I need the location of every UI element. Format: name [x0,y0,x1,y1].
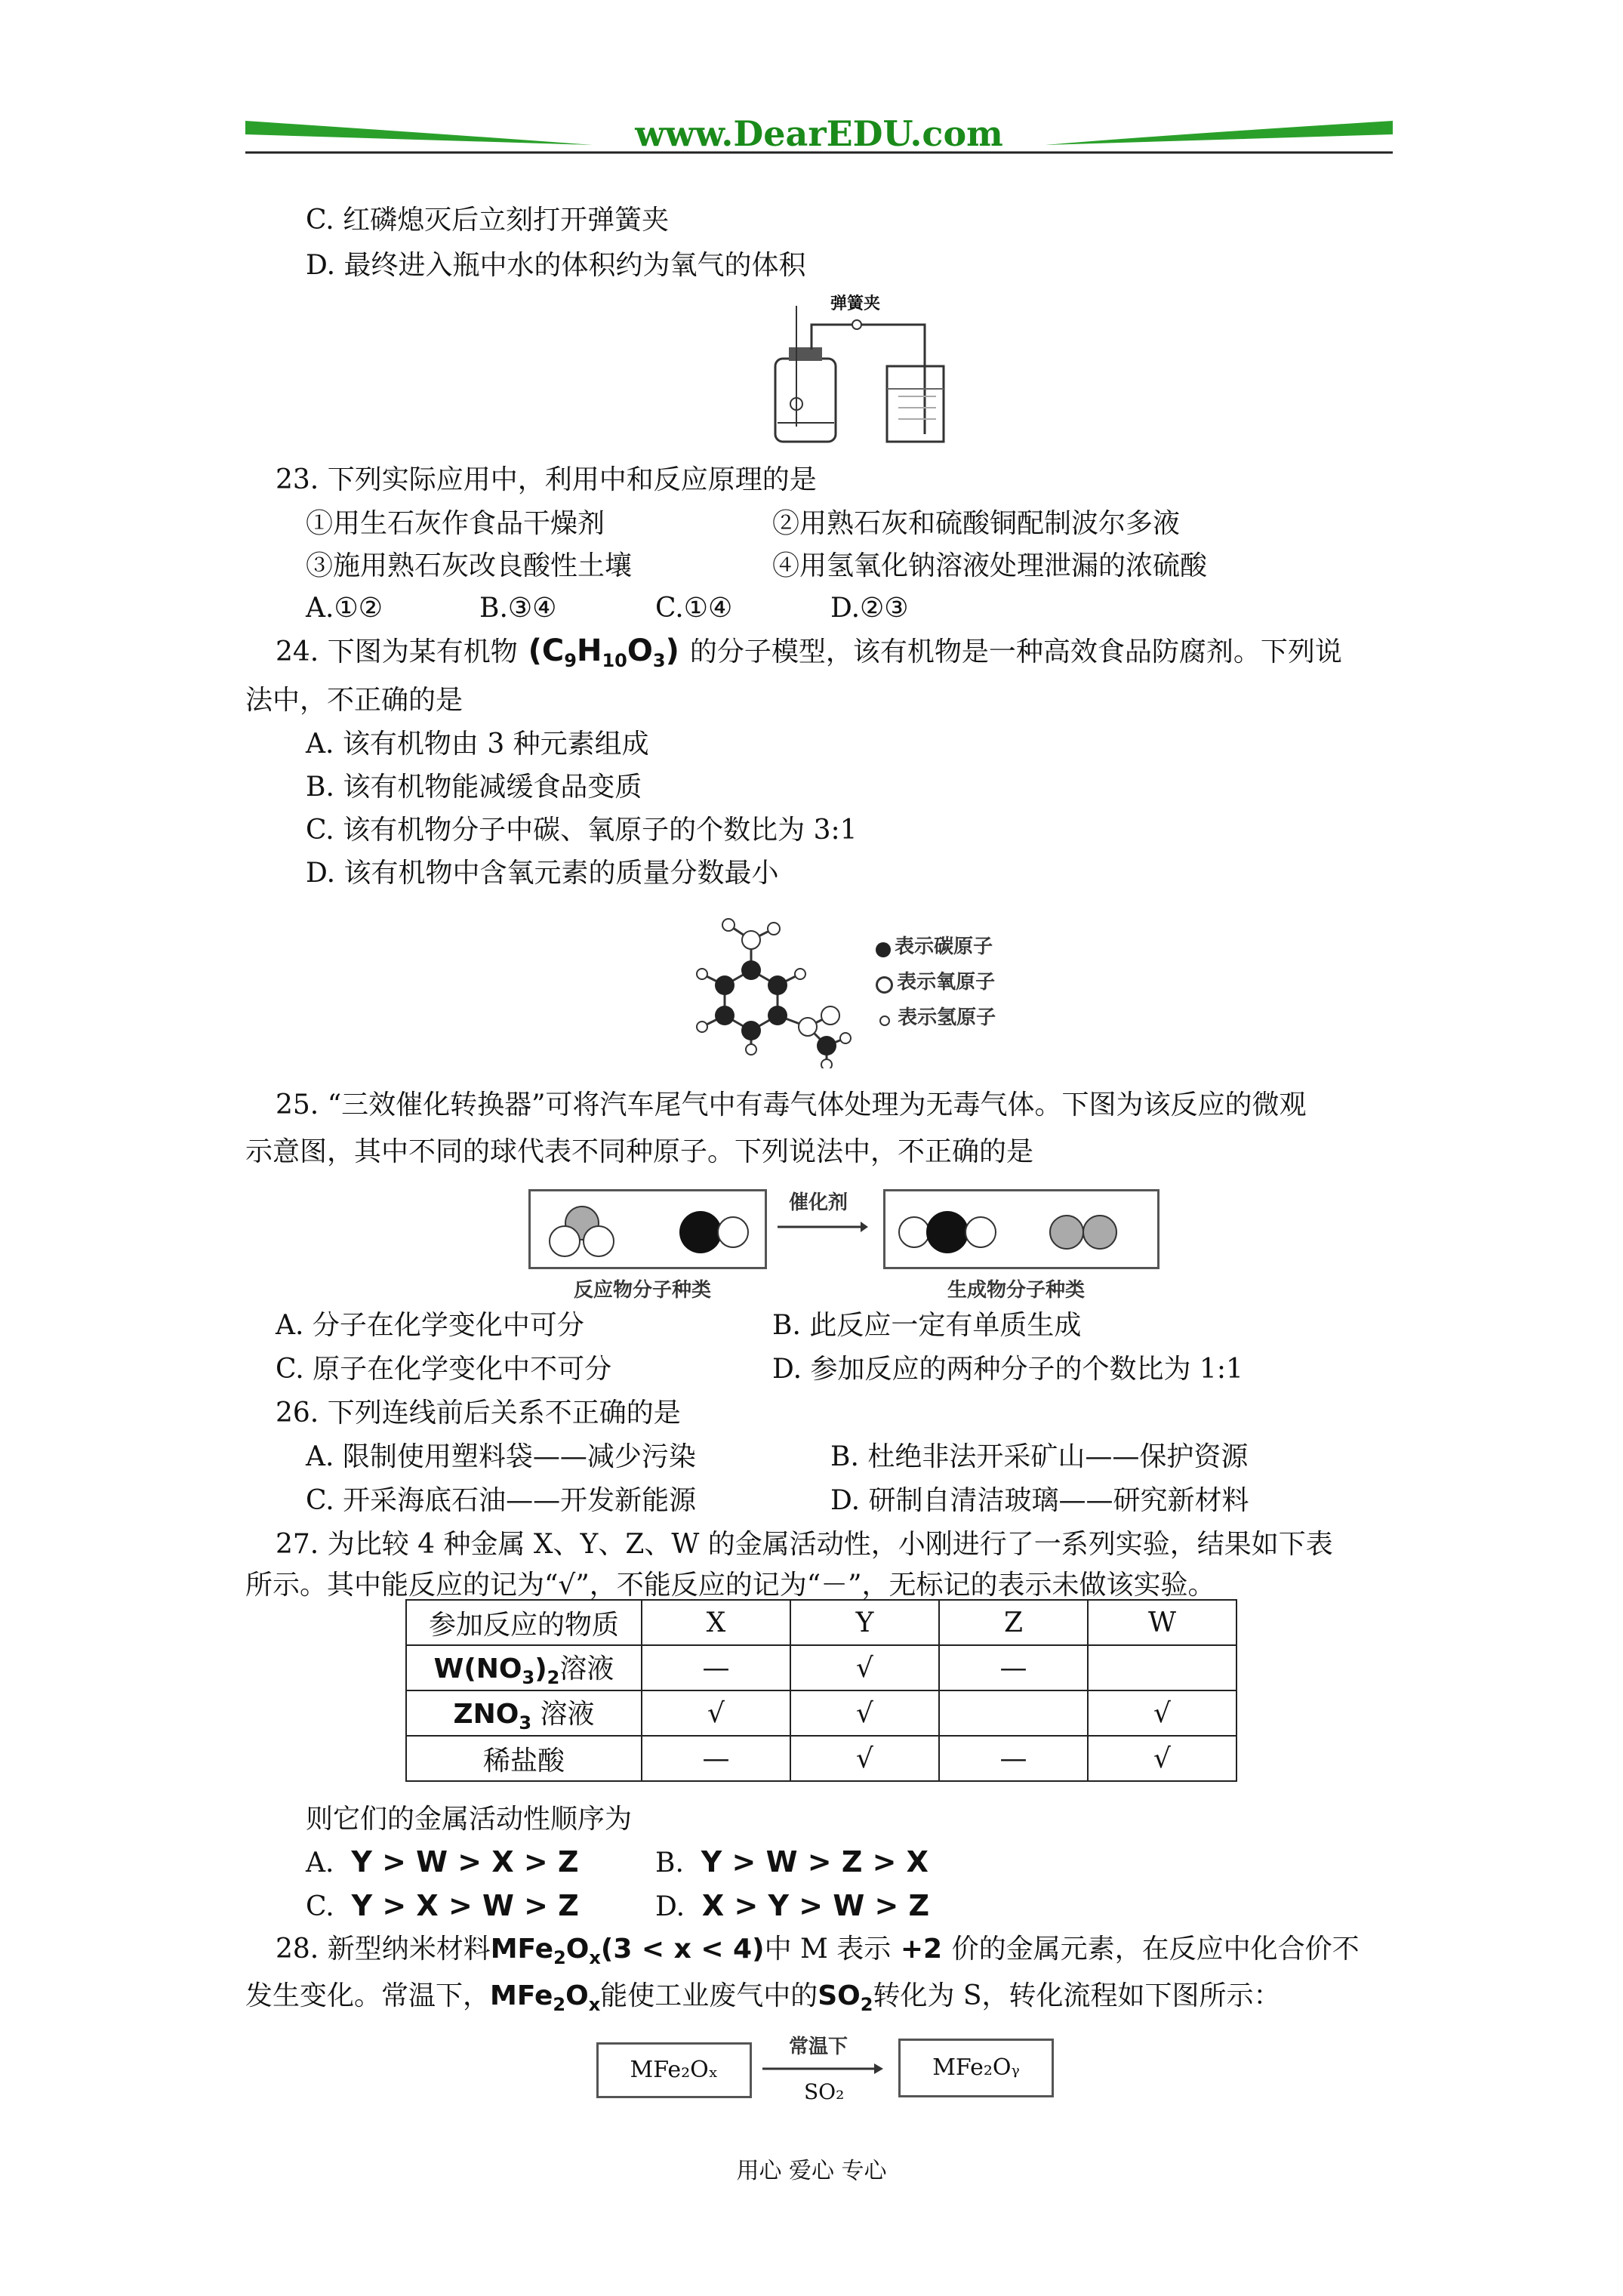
q28-plus-two: +2 [891,1934,952,1965]
q24-stem-part-a: 24. 下图为某有机物 [276,636,518,667]
q24-option-a: A. 该有机物由 3 种元素组成 [306,729,649,760]
q25-option-b: B. 此反应一定有单质生成 [772,1310,1082,1341]
flow-box-right: MFe₂Oᵧ [898,2039,1054,2097]
q26-option-a: A. 限制使用塑料袋——减少污染 [306,1441,696,1472]
q28-flow-diagram [596,2031,1064,2114]
q28-stem-line1: 28. 新型纳米材料$MFe_2O_x(3 < x < 4)$中 M 表示 +2 价的金属元素，在反应中化合价不 [276,1934,1360,1968]
q22-option-c: C. 红磷熄灭后立刻打开弹簧夹 [306,205,670,236]
legend-hydrogen: 表示氢原子 [876,1002,996,1030]
q27-option-d: D. X > Y > W > Z [655,1889,930,1922]
table-cell: √ [1088,1690,1236,1736]
q27-stem-line2: 所示。其中能反应的记为“√”，不能反应的记为“－”，无标记的表示未做该实验。 [245,1570,1215,1601]
table-header-cell: Z [939,1600,1088,1645]
q26-stem: 26. 下列连线前后关系不正确的是 [276,1398,681,1428]
table-cell: √ [1088,1736,1236,1781]
table-header-cell: 参加反应的物质 [406,1600,642,1645]
q23-option-d: D.②③ [830,593,909,624]
q26-option-d: D. 研制自清洁玻璃——研究新材料 [830,1485,1249,1516]
table-header-cell: W [1088,1600,1236,1645]
q23-stem: 23. 下列实际应用中，利用中和反应原理的是 [276,464,817,495]
flow-condition-top: 常温下 [789,2036,848,2058]
q28-formula-so2: $SO_2$ [818,1980,873,2015]
flow-condition-bottom: SO₂ [804,2079,845,2104]
q27-option-b: B. Y > W > Z > X [655,1845,929,1878]
q24-option-d: D. 该有机物中含氧元素的质量分数最小 [306,858,779,889]
q27-option-c: C. Y > X > W > Z [306,1889,579,1922]
q28-formula-mfe2ox-2: $MFe_2O_x$ [490,1980,601,2015]
table-cell: — [642,1736,790,1781]
table-row [406,1690,1236,1736]
q24-option-b: B. 该有机物能减缓食品变质 [306,772,642,803]
product-box [883,1189,1160,1269]
q28-formula-mfe2ox: $MFe_2O_x(3 < x < 4)$ [490,1934,765,1968]
catalyst-label: 催化剂 [789,1191,848,1214]
legend-carbon: 表示碳原子 [876,931,993,959]
q26-option-b: B. 杜绝非法开采矿山——保护资源 [830,1441,1249,1472]
legend-oxygen: 表示氧原子 [876,966,995,994]
table-cell: — [939,1736,1088,1781]
table-cell [1088,1645,1236,1690]
q25-stem-line2: 示意图，其中不同的球代表不同种原子。下列说法中，不正确的是 [245,1136,1034,1167]
table-row [406,1645,1236,1690]
q23-option-b: B.③④ [479,593,557,624]
q23-option-c: C.①④ [655,593,733,624]
q25-reaction-figure [528,1178,1170,1306]
flow-arrow [762,2061,883,2076]
row-label: $ZNO_3$ 溶液 [406,1690,642,1736]
q27-result-table [405,1599,1237,1782]
table-header-cell: X [642,1600,790,1645]
table-cell: √ [642,1690,790,1736]
table-cell [939,1690,1088,1736]
q24-molecule-model [676,895,1083,1068]
q23-option-a: A.①② [306,593,383,624]
table-cell: — [939,1645,1088,1690]
spring-clip-label: 弹簧夹 [830,294,881,313]
header-banner [245,113,1393,159]
table-cell: √ [790,1690,939,1736]
q23-item-3: ③施用熟石灰改良酸性土壤 [306,550,633,581]
product-label: 生成物分子种类 [947,1279,1086,1302]
q24-formula: $(C_9H_{10}O_3)$ [517,633,690,671]
q25-option-a: A. 分子在化学变化中可分 [276,1310,584,1341]
q24-stem-part-b: 的分子模型，该有机物是一种高效食品防腐剂。下列说 [689,636,1342,667]
q24-stem-line2: 法中，不正确的是 [245,685,463,716]
q22-option-d: D. 最终进入瓶中水的体积约为氧气的体积 [306,250,806,281]
q27-stem-line1: 27. 为比较 4 种金属 X、Y、Z、W 的金属活动性，小刚进行了一系列实验，结果如下表 [276,1529,1333,1560]
table-cell: √ [790,1645,939,1690]
reactant-label: 反应物分子种类 [574,1279,712,1302]
flow-box-left: MFe₂Oₓ [596,2042,752,2098]
q27-option-a: A. Y > W > X > Z [306,1845,579,1878]
row-label: $W(NO_3)_2$溶液 [406,1645,642,1690]
table-cell: — [642,1645,790,1690]
table-row [406,1736,1236,1781]
q23-item-2: ②用熟石灰和硫酸铜配制波尔多液 [772,508,1181,539]
reaction-arrow [778,1219,868,1234]
site-logo: www.DearEDU.com [635,113,1003,154]
table-header-row [406,1600,1236,1645]
q28-stem-line2: 发生变化。常温下，$MFe_2O_x$能使工业废气中的$SO_2$转化为 S，转化流程如下图所示： [245,1980,1281,2015]
q22-apparatus-figure [766,291,955,449]
reactant-box [528,1189,767,1269]
q25-option-d: D. 参加反应的两种分子的个数比为 1:1 [772,1354,1243,1385]
q23-item-4: ④用氢氧化钠溶液处理泄漏的浓硫酸 [772,550,1208,581]
q27-conclusion: 则它们的金属活动性顺序为 [306,1804,633,1835]
q23-item-1: ①用生石灰作食品干燥剂 [306,508,605,539]
q26-option-c: C. 开采海底石油——开发新能源 [306,1485,697,1516]
q24-option-c: C. 该有机物分子中碳、氧原子的个数比为 3:1 [306,815,858,846]
row-label: 稀盐酸 [406,1736,642,1781]
table-cell: √ [790,1736,939,1781]
q25-option-c: C. 原子在化学变化中不可分 [276,1354,612,1385]
q25-stem-line1: 25. “三效催化转换器”可将汽车尾气中有毒气体处理为无毒气体。下图为该反应的微观 [276,1089,1307,1120]
page-footer: 用心 爱心 专心 [736,2158,887,2184]
q24-stem-line1 [276,633,1342,679]
table-header-cell: Y [790,1600,939,1645]
